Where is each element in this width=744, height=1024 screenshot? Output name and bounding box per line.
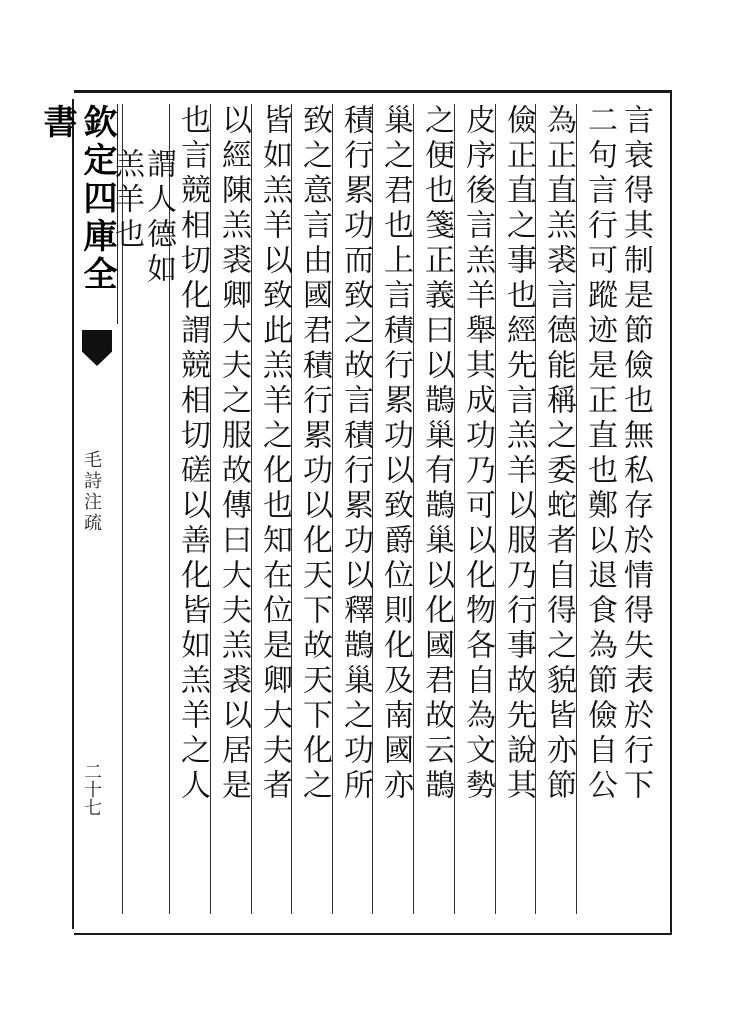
column-rule bbox=[210, 104, 211, 914]
commentary-column-11: 以經陳羔裘卿大夫之服故傳曰大夫羔裘以居是 bbox=[216, 104, 251, 804]
commentary-column-5: 皮序後言羔羊舉其成功乃可以化物各自為文勢 bbox=[460, 104, 495, 804]
commentary-column-2: 二句言行可蹤迹是正直也鄭以退食為節儉自公 bbox=[582, 104, 617, 804]
commentary-column-12: 也言競相切化謂競相切磋以善化皆如羔羊之人 bbox=[175, 104, 210, 804]
commentary-column-1: 言衰得其制是節儉也無私存於情得失表於行下 bbox=[618, 104, 653, 804]
commentary-column-4: 儉正直之事也經先言羔羊以服乃行事故先說其 bbox=[501, 104, 536, 804]
commentary-column-3: 為正直羔裘言德能稱之委蛇者自得之貌皆亦節 bbox=[541, 104, 576, 804]
section-label: 毛詩注疏 bbox=[81, 450, 102, 534]
column-rule bbox=[413, 104, 414, 914]
commentary-column-10: 皆如羔羊以致此羔羊之化也知在位是卿大夫者 bbox=[257, 104, 292, 804]
commentary-column-14: 羔羊也 bbox=[109, 148, 144, 253]
column-rule bbox=[332, 104, 333, 914]
page-number: 二十七 bbox=[81, 762, 102, 816]
book-title: 欽定四庫全書 bbox=[77, 104, 118, 324]
commentary-column-9: 致之意言由國君積行累功以化天下故天下化之 bbox=[297, 104, 332, 804]
commentary-column-8: 積行累功而致之故言積行累功以釋鵲巢之功所 bbox=[338, 104, 373, 804]
column-rule bbox=[251, 104, 252, 914]
column-rule bbox=[576, 104, 577, 914]
column-rule bbox=[495, 104, 496, 914]
commentary-column-7: 巢之君也上言積行累功以致爵位則化及南國亦 bbox=[378, 104, 413, 804]
column-rule bbox=[454, 104, 455, 914]
commentary-column-6: 之便也箋正義曰以鵲巢有鵲巢以化國君故云鵲 bbox=[419, 104, 454, 804]
commentary-column-13: 謂人德如 bbox=[141, 148, 176, 288]
